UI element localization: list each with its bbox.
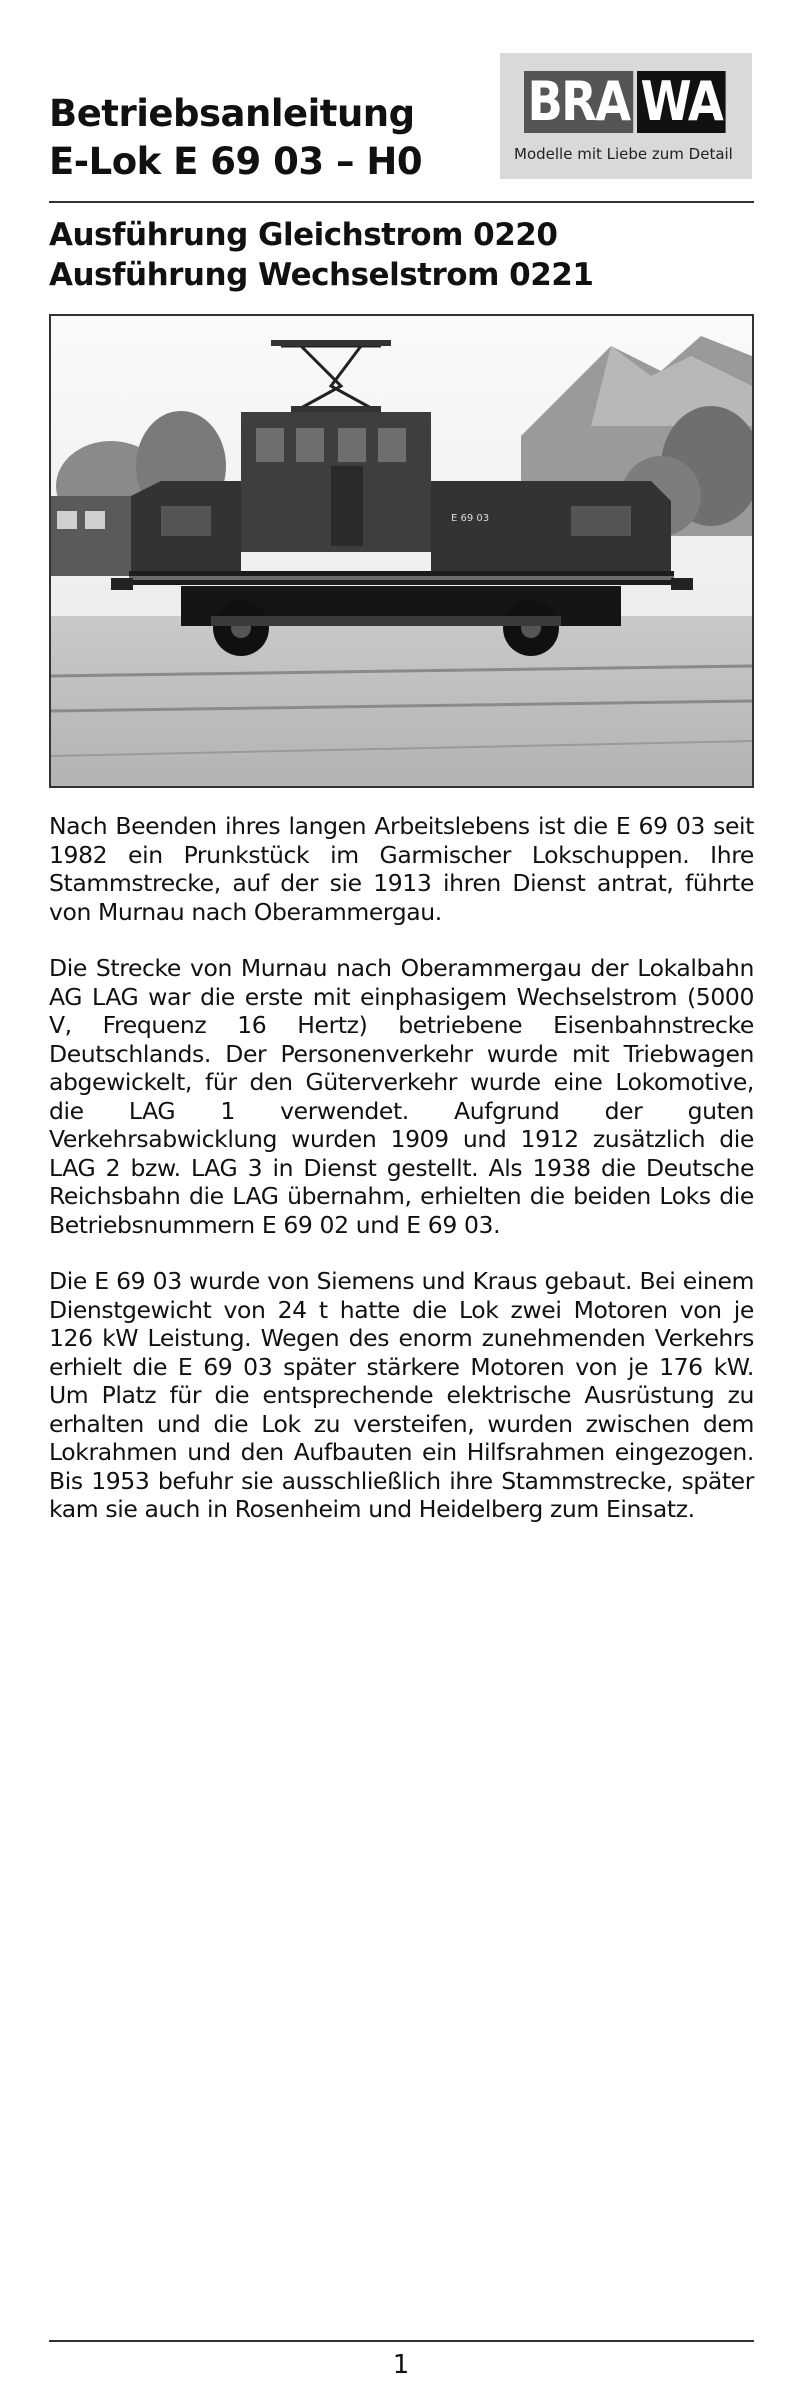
page-title [49,90,489,186]
logo-wordmark-part2: WA [637,71,726,133]
variant-heading [49,215,754,295]
logo-wordmark [524,71,739,133]
logo-tagline: Modelle mit Liebe zum Detail [514,145,733,163]
paragraph-history: Nach Beenden ihres langen Arbeitslebens ist die E 69 03 seit 1982 ein Prunkstück im Garmischer Lokschuppen. Ihre Stammstrecke, auf der sie 1913 ihren Dienst antrat, führte von Murnau nach Oberammergau. [49,812,754,926]
brawa-logo [500,53,752,179]
variant-ac: Ausführung Wechselstrom 0221 [49,257,594,293]
page-number: 1 [392,2350,410,2380]
footer-divider [49,2340,754,2342]
locomotive-photo [49,314,754,788]
description-text [49,812,754,1552]
paragraph-route: Die Strecke von Murnau nach Oberammergau der Lokalbahn AG LAG war die erste mit einphasigem Wechselstrom (5000 V, Frequenz 16 Hertz) betriebene Eisenbahnstrecke Deutschlands. Der Personenverkehr wurde mit Triebwagen abgewickelt, für den Güterverkehr wurde eine Lokomotive, die LAG 1 verwendet. Aufgrund der guten Verkehrsabwicklung wurden 1909 und 1912 zusätzlich die LAG 2 bzw. LAG 3 in Dienst gestellt. Als 1938 die Deutsche Reichsbahn die LAG übernahm, erhielten die beiden Loks die Betriebsnummern E 69 02 und E 69 03. [49,954,754,1239]
locomotive-photo-icon [51,316,752,786]
variant-dc: Ausführung Gleichstrom 0220 [49,217,558,253]
paragraph-technical: Die E 69 03 wurde von Siemens und Kraus gebaut. Bei einem Dienstgewicht von 24 t hatte die Lok zwei Motoren von je 126 kW Leistung. Wegen des enorm zunehmenden Verkehrs erhielt die E 69 03 später stärkere Motoren von je 176 kW. Um Platz für die entsprechende elektrische Ausrüstung zu erhalten und die Lok zu versteifen, wurden zwischen dem Lokrahmen und den Aufbauten ein Hilfsrahmen eingezogen. Bis 1953 befuhr sie ausschließlich ihre Stammstrecke, später kam sie auch in Rosenheim und Heidelberg zum Einsatz. [49,1267,754,1523]
logo-wordmark-part1: BRA [524,71,633,133]
header-divider [49,201,754,203]
title-line-1: Betriebsanleitung [49,92,415,135]
svg-text:E 69 03: E 69 03 [451,513,490,524]
title-line-2: E-Lok E 69 03 – H0 [49,140,423,183]
